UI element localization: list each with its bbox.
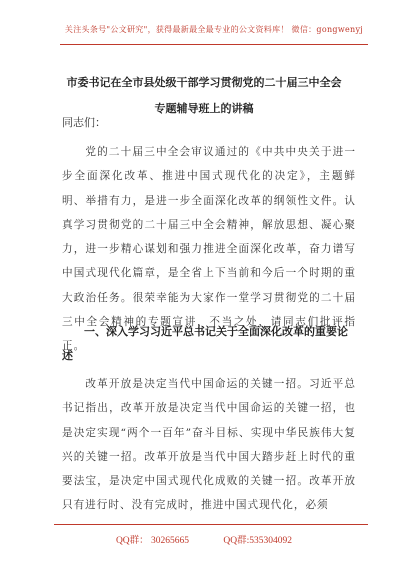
footer-divider <box>54 524 368 525</box>
paragraph-reform-text: 改革开放是决定当代中国命运的关键一招。习近平总书记指出，改革开放是决定当代中国命运的关键一招，也是决定实现“两个一百年”奋斗目标、实现中华民族伟大复兴的关键一招。改革开放是当代中国大踏步赶上时代的重要法宝，是决定中国式现代化成败的关键一招。改革开放只有进行时、没有完成时，推进中国式现代化，必须 <box>62 378 356 512</box>
section-heading-1: 一、深入学习习近平总书记关于全面深化改革的重要论述 <box>62 325 348 362</box>
footer-qq-group-2: QQ群:535304092 <box>223 536 293 546</box>
paragraph-intro-text: 党的二十届三中全会审议通过的《中共中央关于进一步全面深化改革、推进中国式现代化的决定》，主题鲜明、举措有力，是进一步全面深化改革的纲领性文件。认真学习贯彻党的二十届三中全会精神，解放思想、凝心聚力，进一步精心谋划和强力推进全面深化改革，奋力谱写中国式现代化篇章，是全省上下当前和今后一个时期的重大政治任务。很荣幸能为大家作一堂学习贯彻党的二十届三中全会精神的专题宣讲，不当之处，请同志们批评指正。 <box>62 146 356 353</box>
title-line-2: 专题辅导班上的讲稿 <box>154 102 254 115</box>
footer-qq-group-1: QQ群： 30265665 <box>115 536 190 546</box>
title-line-1: 市委书记在全市县处级干部学习贯彻党的二十届三中全会 <box>66 76 342 89</box>
header-banner: 关注头条号"公文研究"，获得最新最全最专业的公文资料库！ 微信：gongwenyj <box>64 25 364 34</box>
footer <box>0 532 408 546</box>
paragraph-reform <box>62 372 356 518</box>
salutation: 同志们： <box>62 116 106 129</box>
header-divider <box>60 44 368 45</box>
